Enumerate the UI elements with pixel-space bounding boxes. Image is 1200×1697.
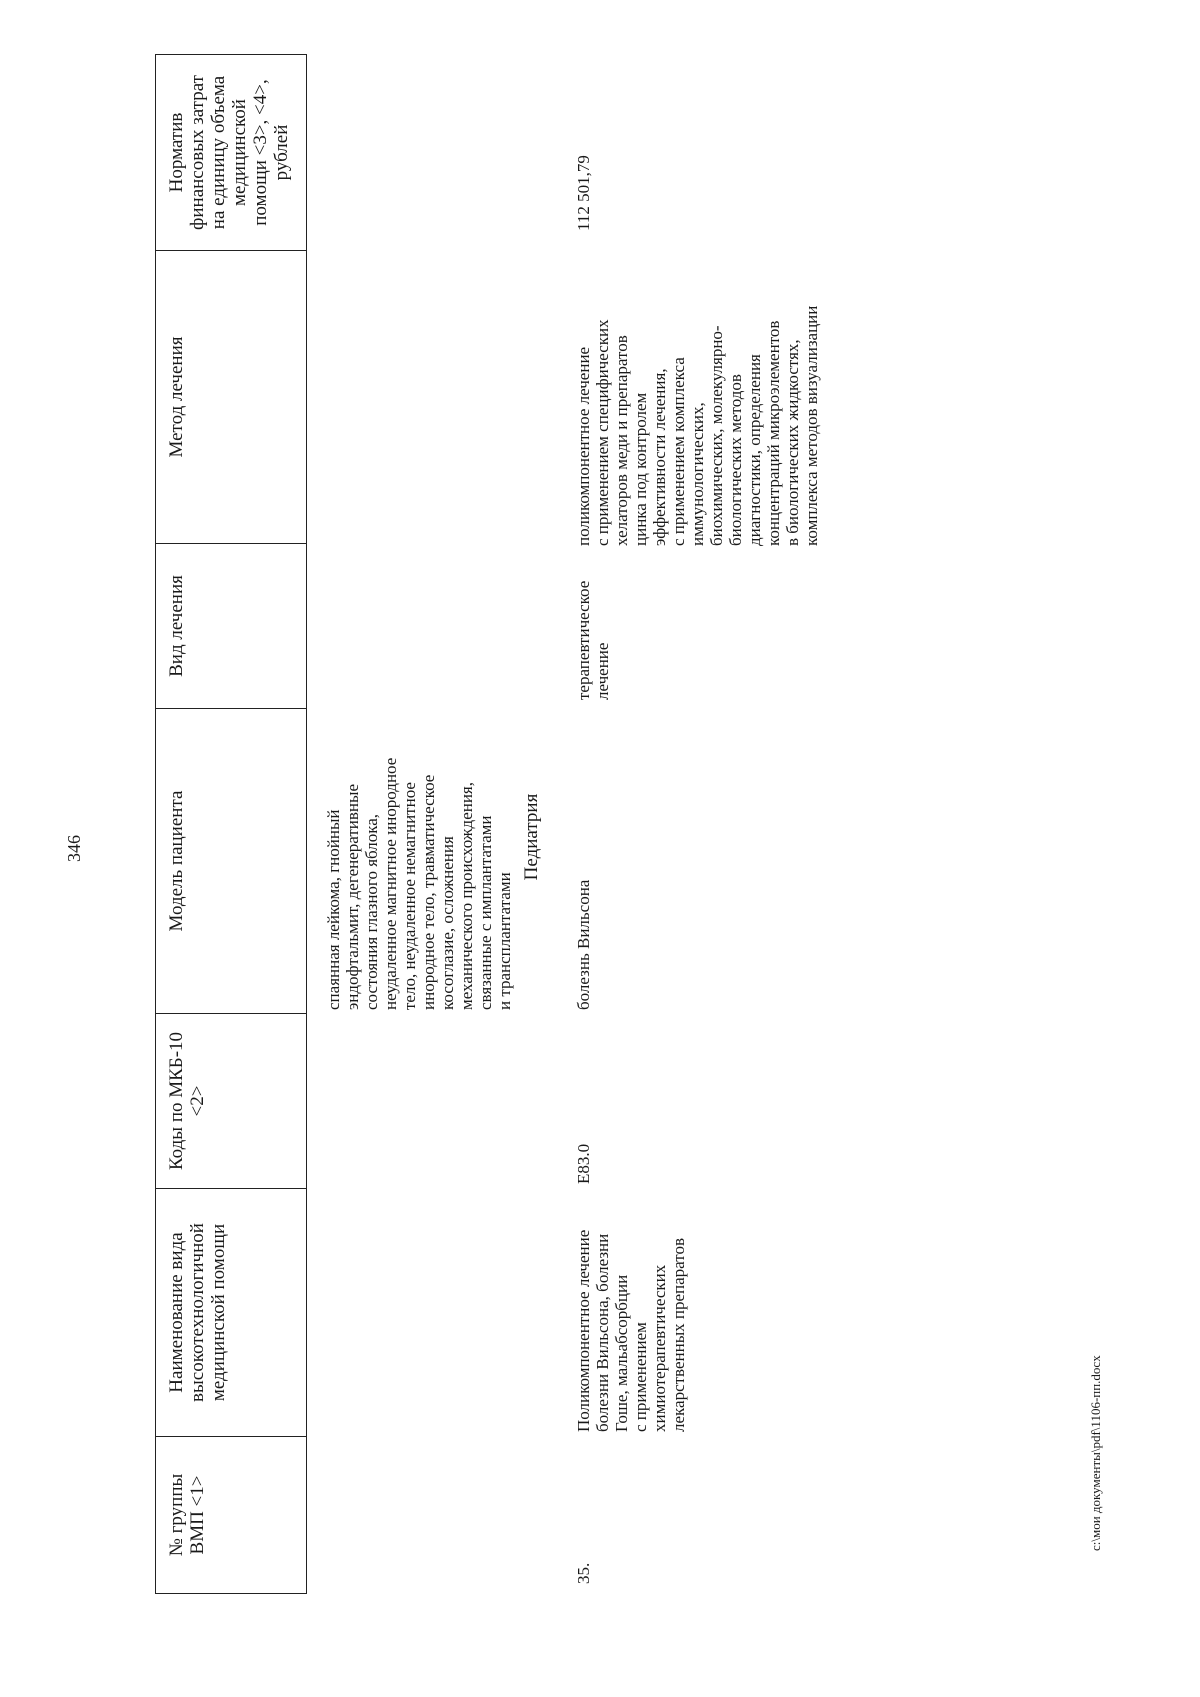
header-table <box>155 54 307 1594</box>
header-cell-cost-norm <box>156 55 307 251</box>
header-cell-group-no <box>156 1437 307 1594</box>
header-row <box>156 55 307 1594</box>
header-label-icd-codes: Коды по МКБ-10 <2> <box>166 1031 208 1171</box>
header-cell-treatment-type <box>156 544 307 709</box>
row-treatment-type: терапевтическое лечение <box>574 580 612 700</box>
header-label-treatment-type: Вид лечения <box>166 575 187 677</box>
row-name: Поликомпонентное лечение болезни Вильсона, болезни Гоше, мальабсорбции с применением химиотерапевтических лекарственных препаратов <box>574 1229 688 1432</box>
header-label-cost-norm: Норматив финансовых затрат на единицу объема медицинской помощи <3>, <4>, рублей <box>166 75 292 230</box>
header-cell-treatment-method <box>156 251 307 544</box>
header-cell-name <box>156 1189 307 1437</box>
header-cell-patient-model <box>156 709 307 1014</box>
row-patient-model: болезнь Вильсона <box>574 879 593 1010</box>
header-cell-icd-codes <box>156 1014 307 1189</box>
row-group-no: 35. <box>574 1562 593 1584</box>
row-icd-codes: E83.0 <box>574 1143 593 1184</box>
footer-file-path: c:\мои документы\pdf\1106-пп.docx <box>1088 1355 1103 1551</box>
header-label-group-no: № группы ВМП <1> <box>166 1473 208 1557</box>
page-number: 346 <box>64 835 84 862</box>
row-cost-norm: 112 501,79 <box>574 155 593 231</box>
header-label-name: Наименование вида высокотехнологичной медицинской помощи <box>166 1223 229 1402</box>
row-treatment-method: поликомпонентное лечение с применением специфических хелаторов меди и препаратов цинка под контролем эффективности лечения, с применением комплекса иммунологических, биохимических, молекулярно- биологических методов диагностики, определения концентраций микроэлементов в биологических жидкостях, комплекса методов визуализации <box>574 305 821 546</box>
header-label-treatment-method: Метод лечения <box>166 336 187 458</box>
section-title: Педиатрия <box>521 793 542 881</box>
header-label-patient-model: Модель пациента <box>166 790 187 932</box>
continuation-patient-model: спаянная лейкома, гнойный эндофтальмит, дегенеративные состояния глазного яблока, неудаленное магнитное инородное тело, неудаленное немагнитное инородное тело, травматическое косоглазие, осложнения механического происхождения, связанные с имплантатами и трансплантатами <box>324 757 514 1010</box>
